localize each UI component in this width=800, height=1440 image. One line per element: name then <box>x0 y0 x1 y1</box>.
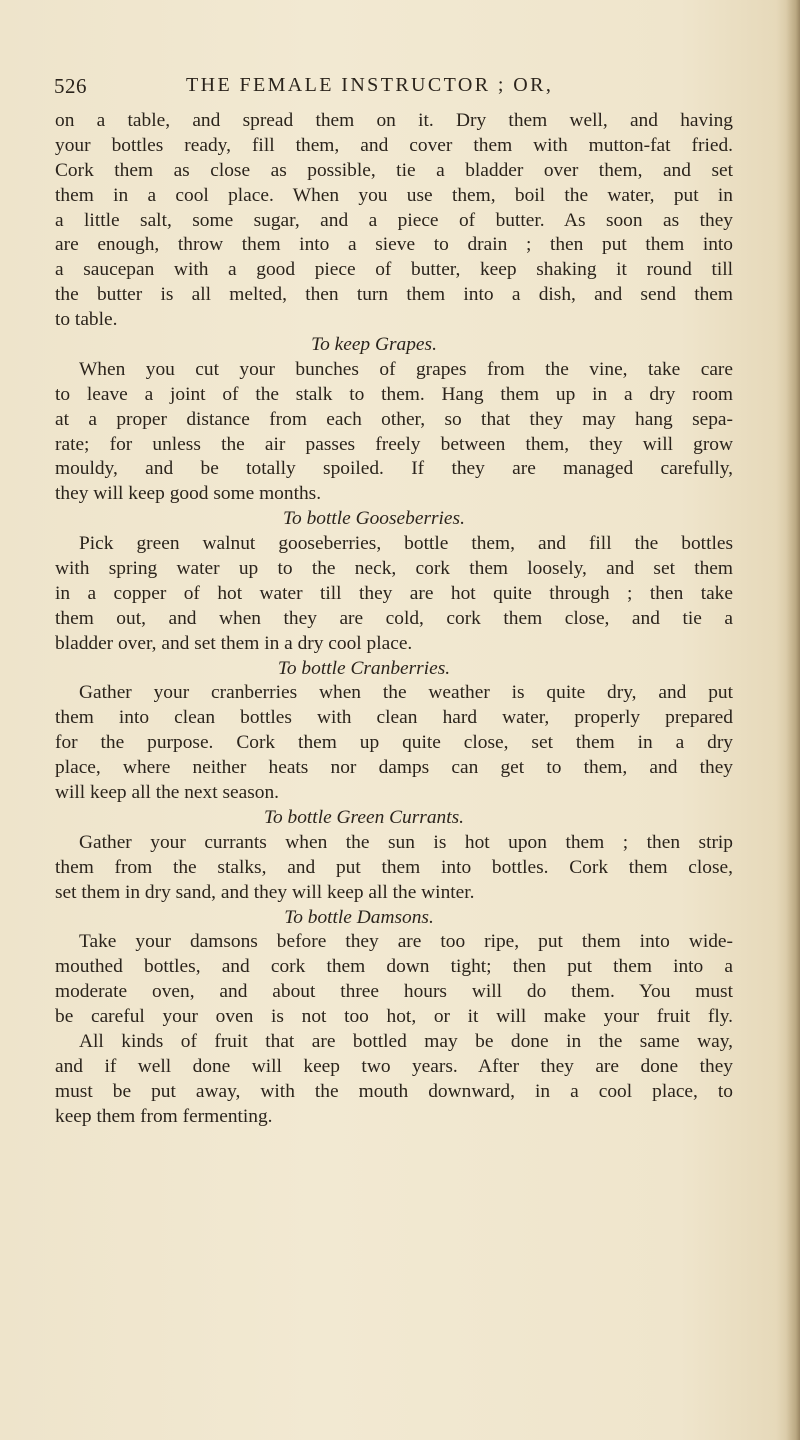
body-line: the butter is all melted, then turn them into a dish, and send them <box>55 284 733 306</box>
section-heading-cranberries: To bottle Cranberries. <box>277 657 451 679</box>
body-line: on a table, and spread them on it. Dry them well, and having <box>55 110 733 131</box>
page-body <box>55 109 733 1130</box>
section-heading-gooseberries: To bottle Gooseberries. <box>283 508 465 530</box>
gooseberries-line: them out, and when they are cold, cork them close, and tie a <box>55 607 733 629</box>
currants-line: set them in dry sand, and they will keep all the winter. <box>55 881 475 903</box>
currants-line: them from the stalks, and put them into bottles. Cork them close, <box>55 856 733 878</box>
grapes-line: rate; for unless the air passes freely between them, they will grow <box>55 433 733 455</box>
body-line: are enough, throw them into a sieve to drain ; then put them into <box>55 234 733 256</box>
gooseberries-line: Pick green walnut gooseberries, bottle them, and fill the bottles <box>79 533 733 555</box>
body-line: a little salt, some sugar, and a piece of butter. As soon as they <box>55 209 733 231</box>
cranberries-line: for the purpose. Cork them up quite close, set them in a dry <box>55 732 733 754</box>
gooseberries-line: bladder over, and set them in a dry cool place. <box>55 632 413 654</box>
section-heading-damsons: To bottle Damsons. <box>284 906 434 928</box>
cranberries-line: place, where neither heats nor damps can get to them, and they <box>55 757 733 779</box>
section-heading-grapes: To keep Grapes. <box>311 334 437 356</box>
page-header <box>54 74 754 100</box>
damsons-line: All kinds of fruit that are bottled may be done in the same way, <box>79 1030 733 1052</box>
damsons-line: mouthed bottles, and cork them down tight; then put them into a <box>55 956 733 978</box>
currants-line: Gather your currants when the sun is hot upon them ; then strip <box>79 831 733 853</box>
gooseberries-line: in a copper of hot water till they are hot quite through ; then take <box>55 582 733 604</box>
grapes-line: mouldy, and be totally spoiled. If they are managed carefully, <box>55 458 733 480</box>
damsons-line: moderate oven, and about three hours will do them. You must <box>55 981 733 1003</box>
cranberries-line: will keep all the next season. <box>55 782 280 804</box>
section-heading-currants: To bottle Green Currants. <box>263 806 465 828</box>
damsons-line: be careful your oven is not too hot, or it will make your fruit fly. <box>55 1006 733 1028</box>
damsons-line: keep them from fermenting. <box>55 1105 273 1127</box>
damsons-line: and if well done will keep two years. After they are done they <box>55 1055 733 1077</box>
page-edge-shadow <box>786 0 800 1440</box>
grapes-line: to leave a joint of the stalk to them. Hang them up in a dry room <box>55 383 733 405</box>
grapes-line: they will keep good some months. <box>55 483 322 505</box>
body-line: them in a cool place. When you use them, boil the water, put in <box>55 184 733 206</box>
page-number: 526 <box>54 74 87 98</box>
damsons-line: must be put away, with the mouth downward, in a cool place, to <box>55 1080 733 1102</box>
damsons-line: Take your damsons before they are too ripe, put them into wide- <box>79 931 733 953</box>
gooseberries-line: with spring water up to the neck, cork them loosely, and set them <box>55 558 733 580</box>
body-line: to table. <box>55 309 118 331</box>
cranberries-line: them into clean bottles with clean hard water, properly prepared <box>55 707 733 729</box>
body-line: Cork them as close as possible, tie a bladder over them, and set <box>55 159 733 181</box>
cranberries-line: Gather your cranberries when the weather is quite dry, and put <box>79 682 733 704</box>
running-head: THE FEMALE INSTRUCTOR ; OR, <box>186 74 554 96</box>
body-line: a saucepan with a good piece of butter, keep shaking it round till <box>55 259 733 281</box>
body-line: your bottles ready, fill them, and cover them with mutton-fat fried. <box>55 134 733 156</box>
grapes-line: When you cut your bunches of grapes from the vine, take care <box>79 358 733 380</box>
grapes-line: at a proper distance from each other, so that they may hang sepa- <box>55 408 733 430</box>
